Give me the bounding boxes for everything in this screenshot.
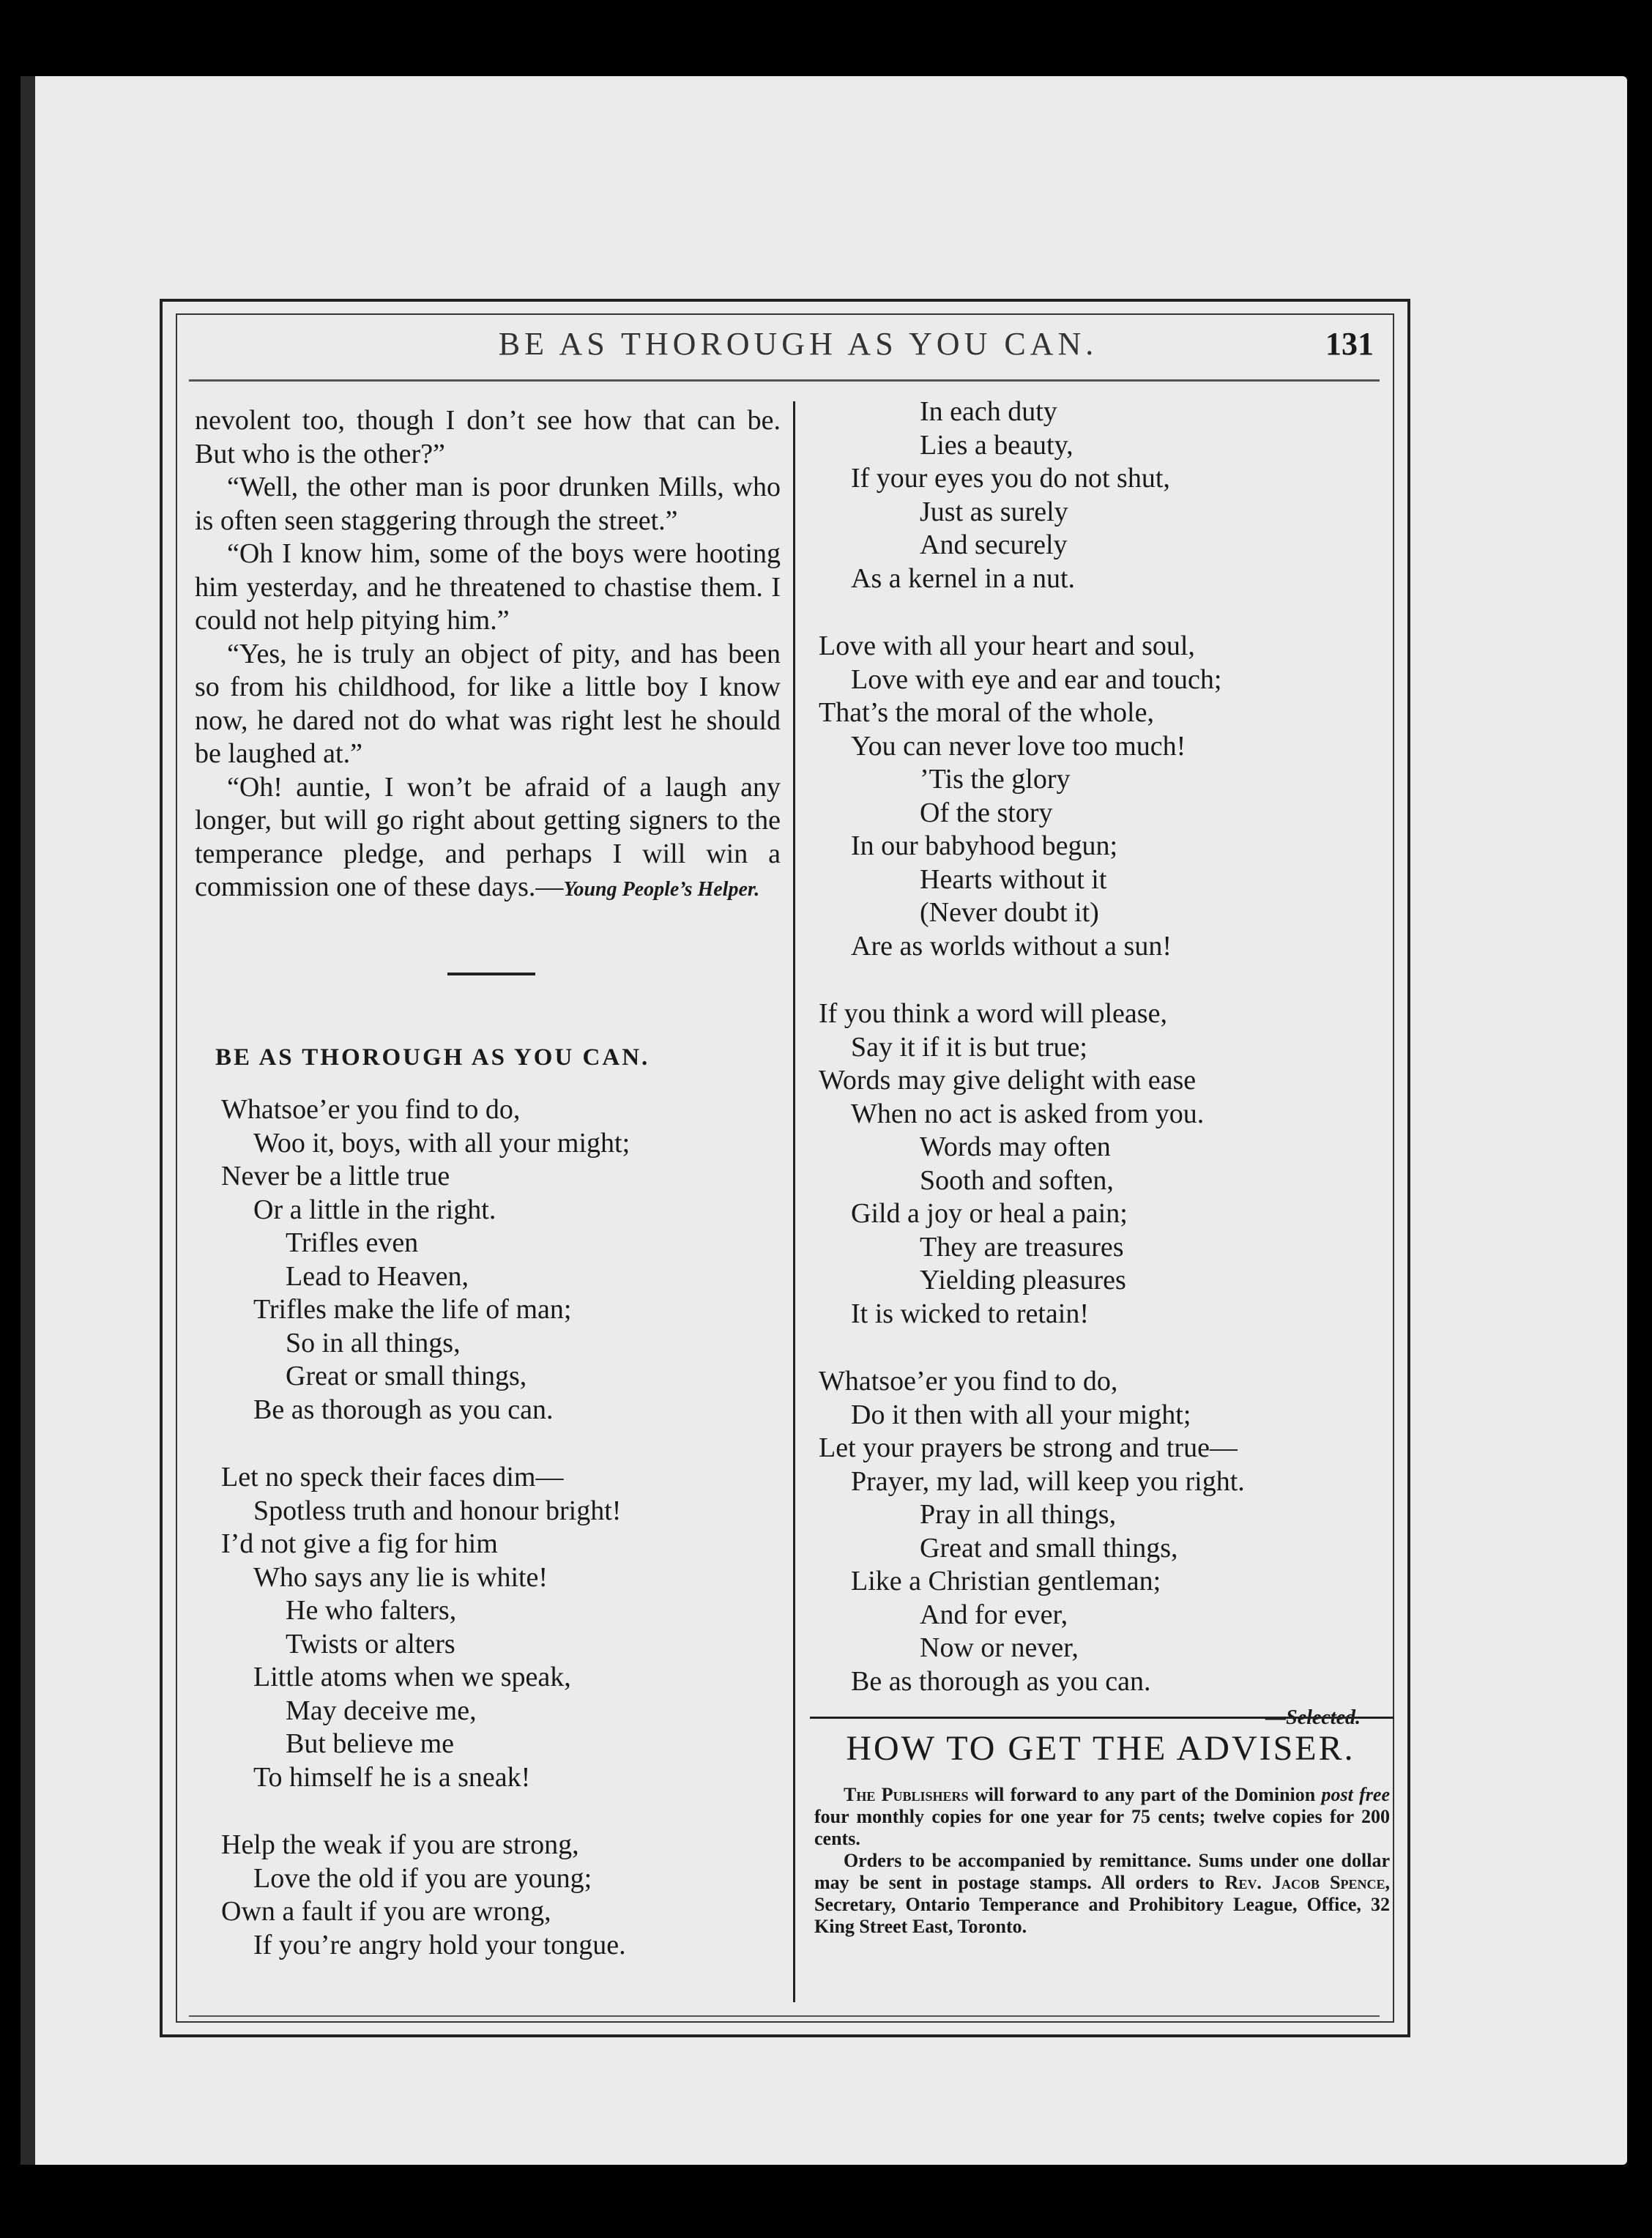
poem-line: He who falters, [286,1595,457,1626]
poem-credit: —Selected. [1265,1706,1361,1729]
header-rule [189,379,1380,382]
poem-line: May deceive me, [286,1695,477,1726]
poem-line: Gild a joy or heal a pain; [851,1198,1128,1229]
poem-line: Love the old if you are young; [253,1862,592,1894]
poem-line: Just as surely [920,496,1068,527]
poem-line: Let no speck their faces dim— [221,1462,564,1492]
poem-stanza [195,1461,781,1794]
poem-line: Own a fault if you are wrong, [221,1896,551,1927]
poem-line: Prayer, my lad, will keep you right. [851,1465,1245,1497]
poem-stanza [195,1093,781,1427]
poem-line: Now or never, [920,1632,1079,1663]
poem-line: Great or small things, [286,1361,527,1391]
poem-line: Are as worlds without a sun! [851,930,1172,962]
poem-line: In our babyhood begun; [851,830,1118,861]
advert-text: will forward to any part of the Dominion [968,1784,1322,1805]
poem-line: Pray in all things, [920,1499,1117,1530]
poem-stanza [819,997,1397,1331]
poem-line: Love with all your heart and soul, [819,631,1195,661]
advert-paragraph [814,1850,1390,1938]
poem-line: Woo it, boys, with all your might; [253,1127,630,1159]
advert-paragraph [814,1784,1390,1850]
right-column [819,395,1397,1735]
story-credit: Young People’s Helper. [563,878,760,901]
poem-line: Whatsoe’er you find to do, [221,1094,521,1125]
poem-line: Say it if it is but true; [851,1031,1087,1063]
poem-stanza [819,630,1397,963]
advert-body [814,1784,1390,1938]
poem-line: Twists or alters [286,1628,455,1659]
poem-line: Trifles even [286,1227,419,1258]
poem-line: If you’re angry hold your tongue. [253,1929,626,1960]
advert-publishers: The Publishers [844,1784,969,1805]
poem-line: That’s the moral of the whole, [819,697,1154,728]
story-paragraph: nevolent too, though I don’t see how that can be. But who is the other?” [195,405,781,469]
poem-line: If you think a word will please, [819,998,1167,1029]
poem-line: So in all things, [286,1327,461,1358]
poem-title: BE AS THOROUGH AS YOU CAN. [215,1044,650,1071]
poem-line: Sooth and soften, [920,1164,1114,1196]
poem-line: Or a little in the right. [253,1194,496,1225]
poem-line: Help the weak if you are strong, [221,1829,579,1860]
story-paragraph-text: “Oh! auntie, I won’t be afraid of a laugh any longer, but will go right about getting signers to the temperance pledge, and perhaps I will win a commission one of these days.— [195,771,781,902]
poem-line: ’Tis the glory [920,764,1071,795]
poem-line: Yielding pleasures [920,1265,1126,1295]
advert-title: HOW TO GET THE ADVISER. [846,1729,1355,1768]
poem-stanza [195,1829,781,1962]
poem-line: Of the story [920,797,1053,828]
story-paragraph: “Well, the other man is poor drunken Mills, who is often seen staggering through the street.” [195,472,781,536]
poem-line: Little atoms when we speak, [253,1662,571,1692]
poem-line: It is wicked to retain! [851,1298,1090,1329]
section-separator [447,973,535,975]
poem-line: Words may give delight with ease [819,1065,1197,1096]
poem-stanza [819,1365,1397,1698]
poem-line: Who says any lie is white! [253,1561,548,1593]
poem-line: Words may often [920,1131,1111,1162]
poem-line: If your eyes you do not shut, [851,463,1170,494]
advert-text: Orders to be accompanied by remittance. Sums under one dollar may be sent in postage stamps. All orders to [814,1850,1390,1893]
advert-emphasis: post free [1321,1784,1391,1805]
poem-line: (Never doubt it) [920,897,1099,928]
poem-line: In each duty [920,396,1057,427]
poem-line: When no act is asked from you. [851,1098,1205,1129]
poem-line: They are treasures [920,1231,1124,1263]
advert-text: four monthly copies for one year for 75 cents; twelve copies for 200 cents. [814,1806,1390,1849]
poem-line: Like a Christian gentleman; [851,1566,1161,1596]
poem-line: Great and small things, [920,1532,1178,1564]
poem-line: Do it then with all your might; [851,1399,1191,1430]
poem-line: As a kernel in a nut. [851,562,1076,594]
poem-line: Let your prayers be strong and true— [819,1432,1238,1463]
story-paragraph: “Yes, he is truly an object of pity, and has been so from his childhood, for like a little boy I know now, he dared not do what was right lest he should be laughed at.” [195,638,781,769]
running-title: BE AS THOROUGH AS YOU CAN. [498,326,1098,362]
column-divider [793,401,795,2002]
advert-rule [810,1717,1394,1719]
poem-line: And for ever, [920,1599,1068,1630]
poem-line: You can never love too much! [851,730,1186,762]
poem-line: And securely [920,529,1068,560]
poem-line: But believe me [286,1728,455,1759]
page-spine-shadow [21,76,35,2165]
story-paragraph [195,771,781,907]
advert-contact-name: Rev. Jacob Spence [1224,1872,1385,1893]
poem-stanza [819,395,1397,595]
poem-line: Be as thorough as you can. [253,1394,554,1425]
footer-rule [189,2015,1380,2017]
page-number: 131 [1325,326,1374,362]
poem-line: Whatsoe’er you find to do, [819,1366,1118,1397]
poem-line: Never be a little true [221,1161,450,1192]
left-column [195,404,781,1996]
poem-line: Love with eye and ear and touch; [851,663,1222,695]
story-paragraph: “Oh I know him, some of the boys were hooting him yesterday, and he threatened to chastise them. I could not help pitying him.” [195,538,781,636]
poem-line: Be as thorough as you can. [851,1665,1151,1697]
poem-line: I’d not give a fig for him [221,1528,498,1559]
poem-line: Trifles make the life of man; [253,1294,572,1325]
poem-line: Hearts without it [920,863,1107,895]
advert-text: , Secretary, Ontario Temperance and Prohibitory League, Office, 32 King Street East, Toronto. [814,1872,1390,1937]
poem-line: Spotless truth and honour bright! [253,1495,622,1526]
poem-line: Lies a beauty, [920,429,1074,461]
poem-line: To himself he is a sneak! [253,1761,531,1793]
poem-line: Lead to Heaven, [286,1260,469,1292]
